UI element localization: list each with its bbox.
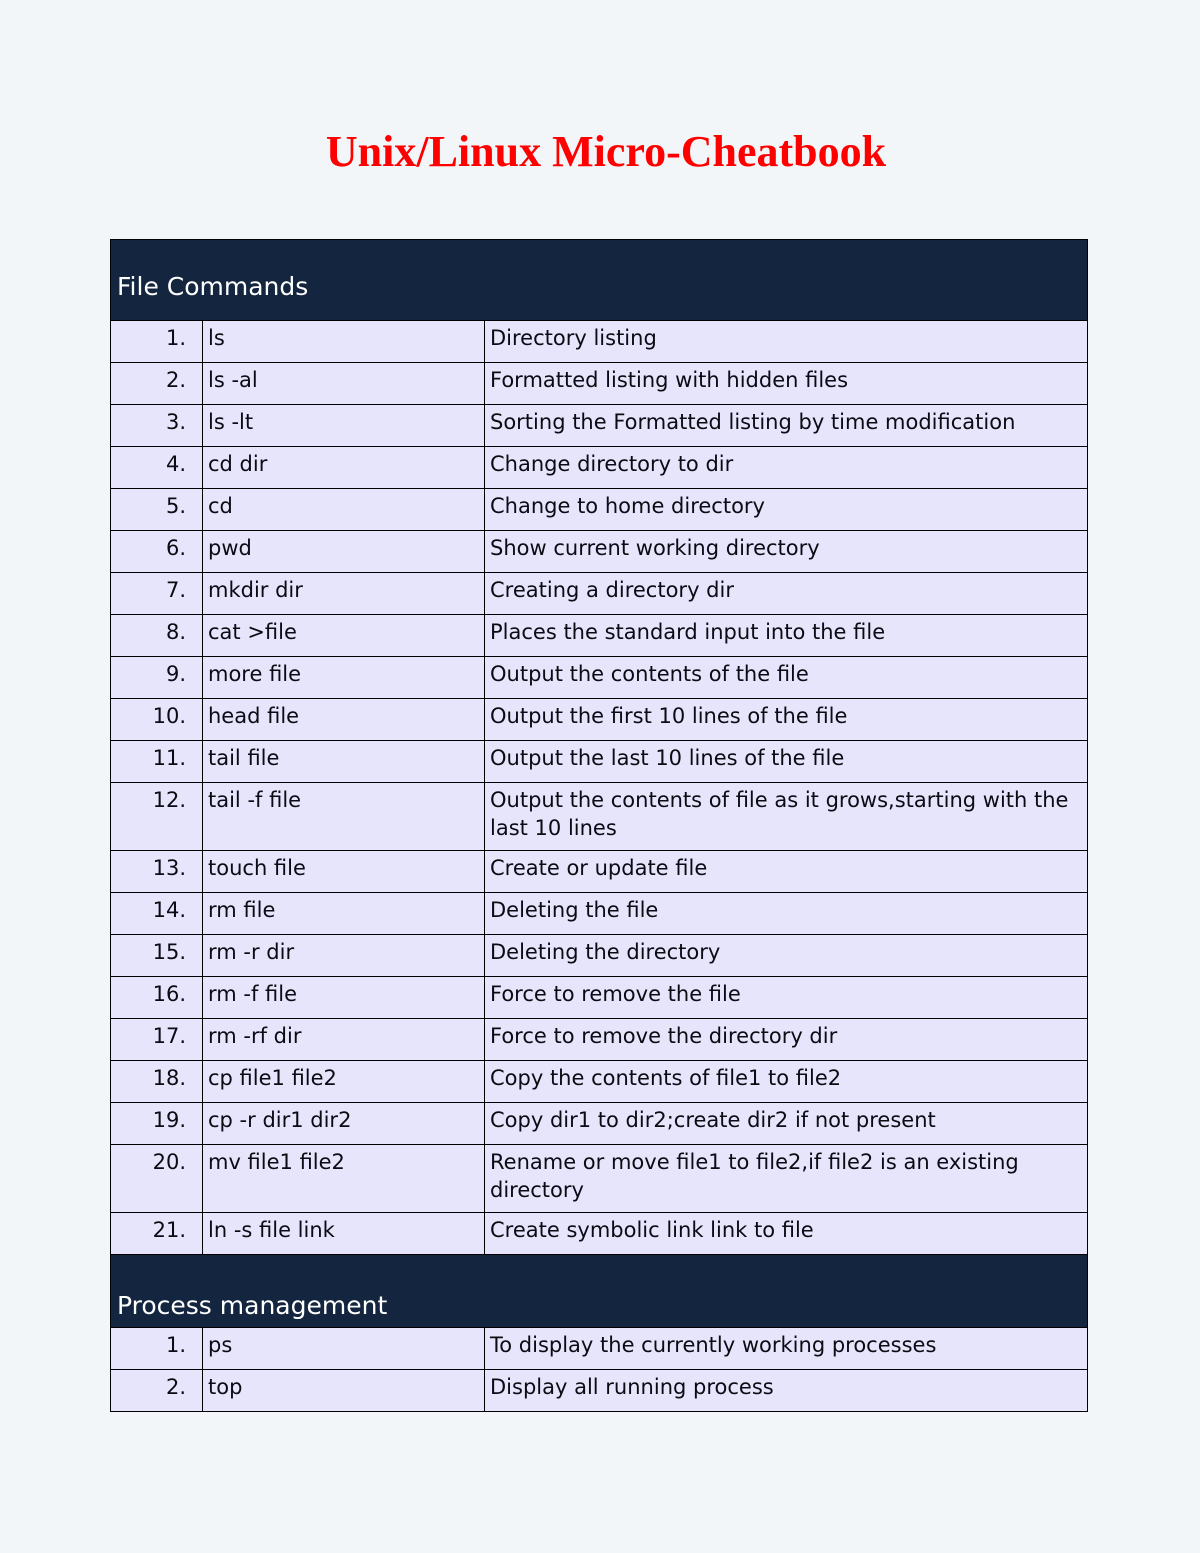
table-row xyxy=(111,531,1088,573)
table-row xyxy=(111,1019,1088,1061)
table-row xyxy=(111,447,1088,489)
row-number: 15. xyxy=(111,935,203,977)
row-number: 2. xyxy=(111,363,203,405)
table-row xyxy=(111,1061,1088,1103)
command-cell: cd xyxy=(203,489,485,531)
command-cell: ls xyxy=(203,321,485,363)
description-cell: Places the standard input into the file xyxy=(485,615,1088,657)
command-cell: tail -f file xyxy=(203,783,485,851)
description-cell: Change directory to dir xyxy=(485,447,1088,489)
row-number: 10. xyxy=(111,699,203,741)
row-number: 16. xyxy=(111,977,203,1019)
description-cell: Deleting the directory xyxy=(485,935,1088,977)
description-cell: Change to home directory xyxy=(485,489,1088,531)
row-number: 2. xyxy=(111,1370,203,1412)
description-cell: Formatted listing with hidden files xyxy=(485,363,1088,405)
cheatsheet-table xyxy=(110,239,1088,1412)
table-row xyxy=(111,615,1088,657)
description-cell: Rename or move file1 to file2,if file2 is an existing directory xyxy=(485,1145,1088,1213)
table-row xyxy=(111,573,1088,615)
description-cell: Output the first 10 lines of the file xyxy=(485,699,1088,741)
table-row xyxy=(111,489,1088,531)
section-header-row xyxy=(111,1255,1088,1328)
row-number: 19. xyxy=(111,1103,203,1145)
description-cell: Force to remove the directory dir xyxy=(485,1019,1088,1061)
description-cell: Show current working directory xyxy=(485,531,1088,573)
row-number: 11. xyxy=(111,741,203,783)
section-heading: File Commands xyxy=(111,240,1088,321)
table-row xyxy=(111,1103,1088,1145)
command-cell: top xyxy=(203,1370,485,1412)
command-cell: rm -rf dir xyxy=(203,1019,485,1061)
command-cell: rm file xyxy=(203,893,485,935)
command-cell: more file xyxy=(203,657,485,699)
table-row xyxy=(111,405,1088,447)
command-cell: rm -r dir xyxy=(203,935,485,977)
description-cell: Copy dir1 to dir2;create dir2 if not present xyxy=(485,1103,1088,1145)
description-cell: Sorting the Formatted listing by time modification xyxy=(485,405,1088,447)
description-cell: Display all running process xyxy=(485,1370,1088,1412)
table-row xyxy=(111,699,1088,741)
command-cell: touch file xyxy=(203,851,485,893)
section-heading: Process management xyxy=(111,1255,1088,1328)
row-number: 8. xyxy=(111,615,203,657)
section-header-row xyxy=(111,240,1088,321)
command-cell: head file xyxy=(203,699,485,741)
row-number: 20. xyxy=(111,1145,203,1213)
row-number: 6. xyxy=(111,531,203,573)
command-cell: cd dir xyxy=(203,447,485,489)
command-cell: tail file xyxy=(203,741,485,783)
row-number: 7. xyxy=(111,573,203,615)
row-number: 4. xyxy=(111,447,203,489)
command-cell: cat >file xyxy=(203,615,485,657)
command-cell: cp -r dir1 dir2 xyxy=(203,1103,485,1145)
row-number: 17. xyxy=(111,1019,203,1061)
description-cell: Copy the contents of file1 to file2 xyxy=(485,1061,1088,1103)
row-number: 3. xyxy=(111,405,203,447)
table-row xyxy=(111,657,1088,699)
command-cell: ps xyxy=(203,1328,485,1370)
table-row xyxy=(111,783,1088,851)
table-row xyxy=(111,1370,1088,1412)
row-number: 1. xyxy=(111,1328,203,1370)
command-cell: ls -lt xyxy=(203,405,485,447)
table-row xyxy=(111,893,1088,935)
description-cell: Force to remove the file xyxy=(485,977,1088,1019)
command-cell: cp file1 file2 xyxy=(203,1061,485,1103)
description-cell: Deleting the file xyxy=(485,893,1088,935)
page-title: Unix/Linux Micro-Cheatbook xyxy=(325,127,887,176)
description-cell: Create symbolic link link to file xyxy=(485,1213,1088,1255)
description-cell: Output the last 10 lines of the file xyxy=(485,741,1088,783)
row-number: 12. xyxy=(111,783,203,851)
description-cell: Directory listing xyxy=(485,321,1088,363)
table-row xyxy=(111,935,1088,977)
table-row xyxy=(111,851,1088,893)
table-row xyxy=(111,321,1088,363)
command-cell: rm -f file xyxy=(203,977,485,1019)
command-cell: ls -al xyxy=(203,363,485,405)
table-row xyxy=(111,741,1088,783)
command-cell: ln -s file link xyxy=(203,1213,485,1255)
table-row xyxy=(111,363,1088,405)
table-row xyxy=(111,1213,1088,1255)
command-cell: mv file1 file2 xyxy=(203,1145,485,1213)
command-cell: pwd xyxy=(203,531,485,573)
table-row xyxy=(111,1328,1088,1370)
row-number: 1. xyxy=(111,321,203,363)
description-cell: Create or update file xyxy=(485,851,1088,893)
description-cell: Creating a directory dir xyxy=(485,573,1088,615)
description-cell: Output the contents of file as it grows,starting with the last 10 lines xyxy=(485,783,1088,851)
row-number: 9. xyxy=(111,657,203,699)
row-number: 18. xyxy=(111,1061,203,1103)
row-number: 5. xyxy=(111,489,203,531)
row-number: 13. xyxy=(111,851,203,893)
row-number: 14. xyxy=(111,893,203,935)
table-row xyxy=(111,1145,1088,1213)
table-row xyxy=(111,977,1088,1019)
command-cell: mkdir dir xyxy=(203,573,485,615)
description-cell: To display the currently working processes xyxy=(485,1328,1088,1370)
row-number: 21. xyxy=(111,1213,203,1255)
description-cell: Output the contents of the file xyxy=(485,657,1088,699)
